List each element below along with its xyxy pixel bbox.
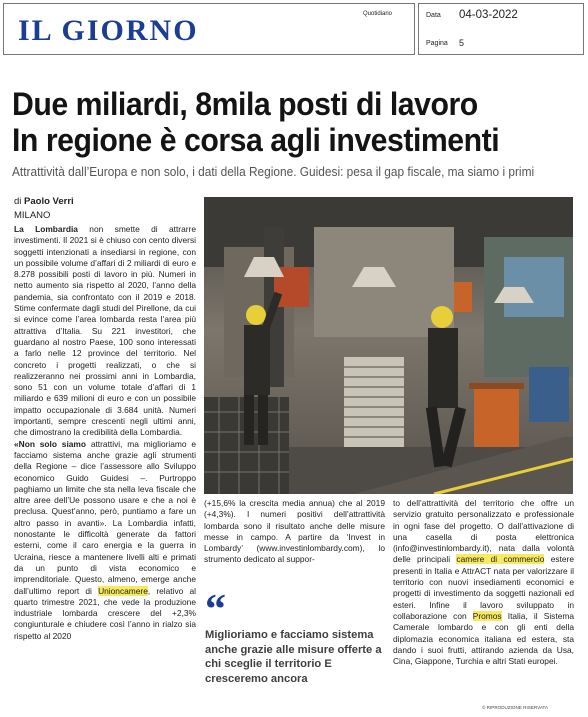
- page-value: 5: [459, 38, 465, 48]
- article-column-3: [393, 498, 574, 667]
- factory-workers-photo: [204, 197, 573, 494]
- newspaper-logo: [18, 14, 199, 48]
- date-value: 04-03-2022: [459, 9, 518, 21]
- photo-illustration: [204, 197, 573, 494]
- paragraph-2-text: attrattivi, ma miglioriamo e facciamo sistema anche grazie agli strumenti della Regione – dice l’assessore allo Sviluppo economico Guido Guidesi –. Purtroppo paghiamo un limite che sta nella leva fiscale che altre aree dell’Ue possono usare e che a noi è preclusa. Quest’anno, però, puntiamo a fare un altro passo in avanti». La Lombardia infatti, nonostante le difficoltà generate da fattori esterni, come il caro energia e la guerra in Ucraina, riesce a mantenere livelli alti e primati da un punto di vista economico e imprenditoriale. Questo, almeno, emerge anche dall’ultimo report di: [14, 438, 197, 596]
- paragraph-2: [14, 439, 196, 642]
- column-3-part-2: estere presenti in Italia e AttrACT nata per valorizzare il territorio con nuovi insediamenti economici e progetti di investimento da soggetti nazionali ed esteri. Infine il lavoro sviluppato in collaborazione con: [393, 554, 574, 621]
- highlight-promos: Promos: [472, 610, 502, 621]
- page-label: Pagina: [426, 40, 448, 47]
- masthead: [0, 0, 588, 58]
- column-3-part-3: Italia, il Sistema Camerale lombardo e con gli enti della diplomazia economica italiana ed estera, sta dando i suoi frutti, attirando azienda da Usa, Cina, Giappone, Turchia e altri Stati europei.: [393, 610, 574, 667]
- highlight-unioncamere: Unioncamere: [98, 585, 148, 596]
- source-label: Quotidiano: [363, 11, 393, 17]
- paragraph-1-text: non smette di attrarre investimenti. Il 2021 si è chiuso con cento diversi soggetti intenzionati a insediarsi in regione, con un possibile volume d’affari di 2 miliardi di euro e 8.278 possibili posti di lavoro in più. Numeri in netto aumento sia rispetto al 2020, l’anno della pandemia, sia confrontato con il 2019 e 2018. Stime confermate dagli studi del Pirellone, da cui si evince come l’area lombarda resta l’area più attrattiva d’Italia. Su 221 investitori, che guardano al nostro Paese, 100 sono interessati a farlo nelle 12 province del territorio. Nel concreto i progetti realizzati, o che si realizzeranno nei prossimi anni in Lombardia, sono 51 con un volume totale d’affari di 1 miliardo e 639 milioni di euro e con un possibile impatto occupazionale di 3.684 unità. Numeri importanti, sempre crescenti negli ultimi anni, che dimostrano la credibilità della Lombardia.: [14, 224, 196, 438]
- article-column-2: [204, 498, 385, 566]
- headline: [12, 86, 542, 158]
- article-column-1: [14, 224, 196, 642]
- lead-bold: La Lombardia: [14, 224, 78, 234]
- quote-mark-icon: “: [205, 587, 226, 633]
- copyright-notice: © RIPRODUZIONE RISERVATA: [482, 705, 549, 710]
- paragraph-2-tail: , relativo al quarto trimestre 2021, che vede la produzione industriale lombarda crescere del +2,3% congiunturale e chiudere così l’anno in rialzo sia rispetto al 2020: [14, 585, 196, 641]
- pull-quote: Miglioriamo e facciamo sistema anche grazie alle misure offerte a chi sceglie il territorio E cresceremo ancora: [205, 629, 382, 685]
- headline-line-1: Due miliardi, 8mila posti di lavoro: [12, 86, 478, 122]
- byline-prefix: di: [14, 196, 25, 207]
- subheadline: Attrattività dall’Europa e non solo, i dati della Regione. Guidesi: pesa il gap fiscale, ma siamo i primi: [12, 165, 535, 179]
- highlight-camere-di-commercio: camere di commercio: [456, 554, 545, 565]
- date-box: [418, 3, 584, 55]
- newspaper-logo-box: [3, 3, 415, 55]
- headline-line-2: In regione è corsa agli investimenti: [12, 122, 500, 158]
- byline-author: Paolo Verri: [24, 196, 74, 207]
- column-2-text: (+15,6% la crescita media annua) che al 2019 (+4,3%). I numeri positivi dell’attrattività lombarda sono il risultato anche delle misure messe in campo. A partire da ‘Invest in Lombardy’ (www.investinlombardy.com), lo strumento dedicato al suppor-: [204, 498, 385, 565]
- column-3-part-1: to dell’attrattività del territorio che offre un servizio gratuito personalizzato e professionale in ogni fase del progetto. O dall’attivazione di una casella di posta elettronica (info@investinlombardy.it), nata dalla volontà delle principali: [393, 498, 574, 565]
- newspaper-name: IL GIORNO: [18, 14, 199, 47]
- dateline: MILANO: [14, 210, 51, 221]
- byline: [14, 196, 74, 207]
- paragraph-2-bold: «Non solo siamo: [14, 438, 86, 449]
- paragraph-1: [14, 224, 196, 439]
- column-3-text: [393, 498, 574, 667]
- date-label: Data: [426, 12, 441, 19]
